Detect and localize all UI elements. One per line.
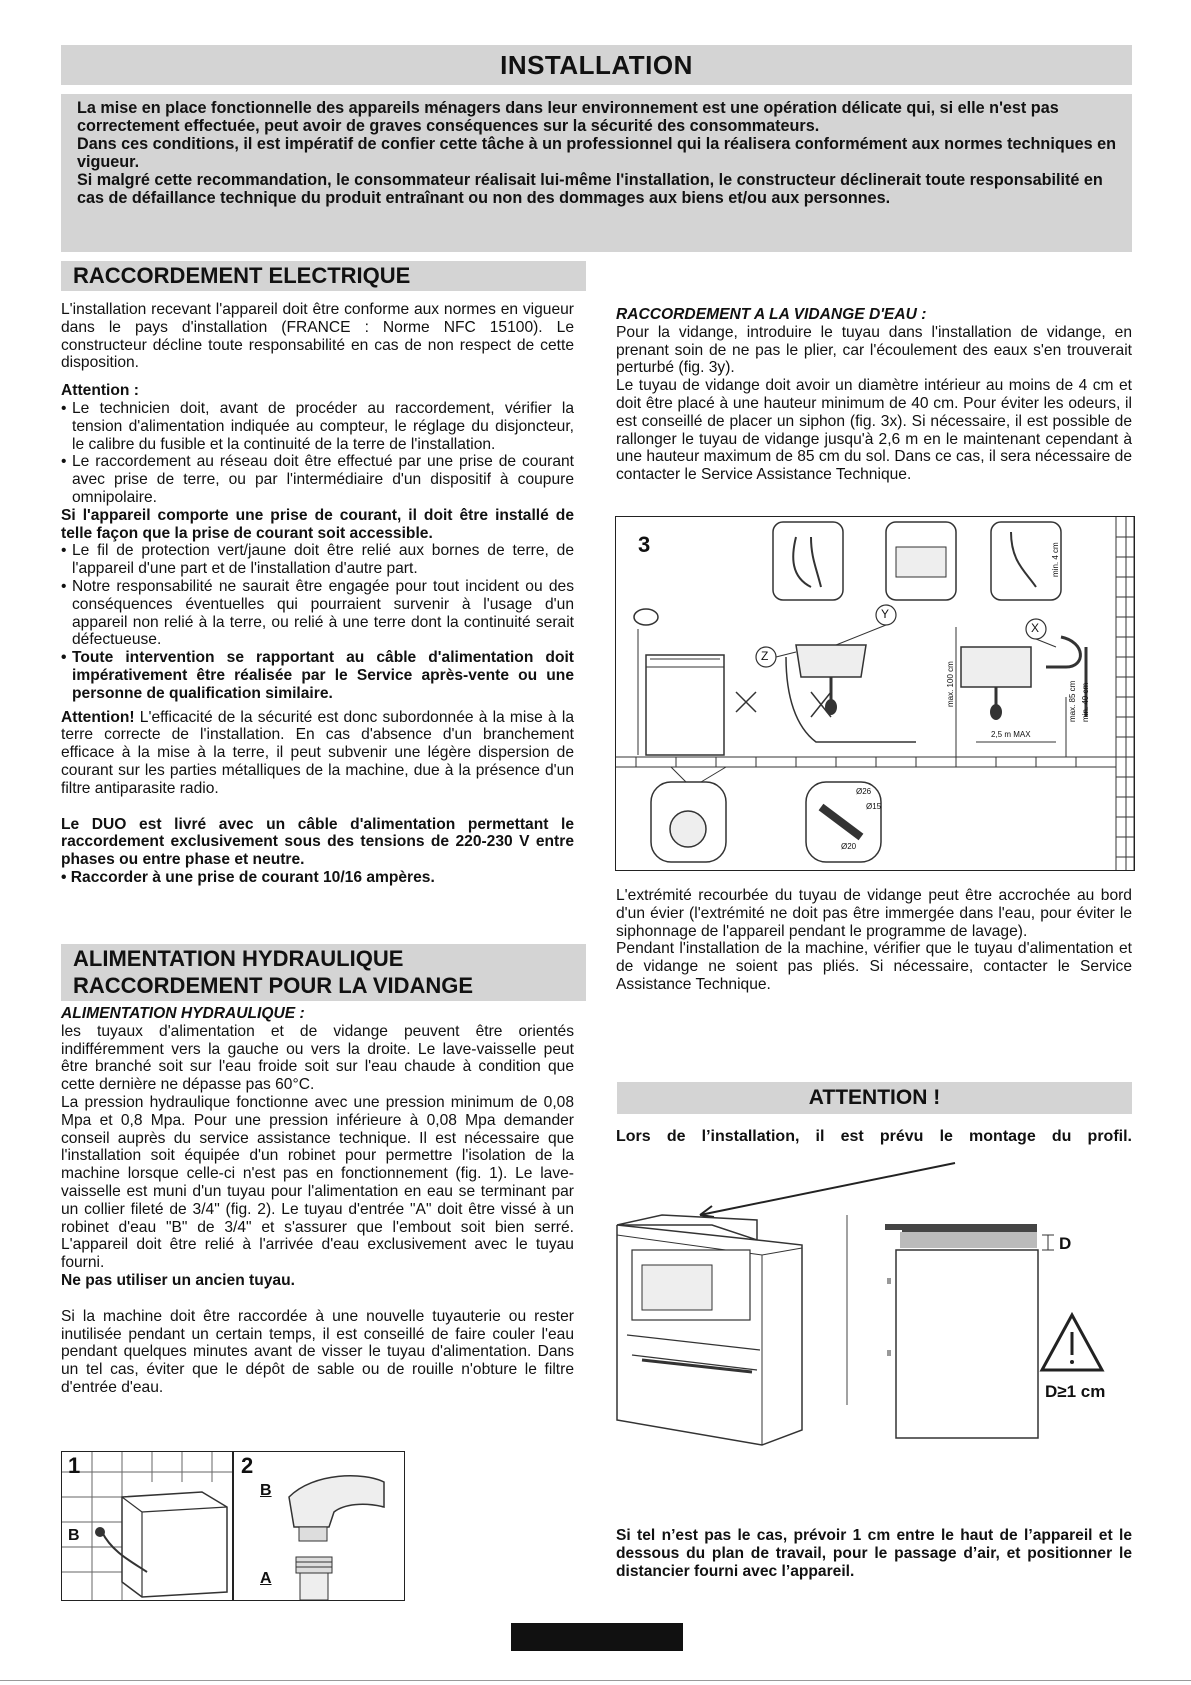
figure-3-number: 3 <box>638 532 651 557</box>
attention-heading: ATTENTION ! <box>617 1082 1132 1114</box>
hydraulic-subheading: ALIMENTATION HYDRAULIQUE : <box>61 1005 305 1022</box>
socket-rating-note: • Raccorder à une prise de courant 10/16 ampères. <box>61 868 435 886</box>
hydraulic-paragraph-2: La pression hydraulique fonctionne avec une pression minimum de 0,08 Mpa et 0,8 Mpa. Pour une pression inférieure à 0,08 Mpa demander conseil auprès du service assistance technique. Il est nécessaire que l'installation soit équipée d'un robinet pour permettre l'isolation de la machine lorsque celle-ci n'est pas en fonctionnement (fig. 1). Le lave-vaisselle est muni d'un tuyau pour l'alimentation en eau se terminant par un collier fileté de 3/4" (fig. 2). Le tuyau d'entrée "A" doit être vissé à un robinet d'eau "B" de 3/4" et s'assurer que l'embout soit bien serré. L'appareil doit être relié à l'arrivée d'eau exclusivement avec le tuyau fourni. <box>61 1093 574 1272</box>
attention-earthing-label: Attention! <box>61 708 135 726</box>
electrical-bullet-4: • Notre responsabilité ne saurait être engagée pour tout incident ou des conséquences éventuelles qui pourraient survenir à l'usage d'un appareil non relié à la terre, ou relié à une terre dont la continuité serait défectueuse. <box>61 578 574 649</box>
intro-paragraph-2: Dans ces conditions, il est impératif de confier cette tâche à un professionnel qui la réalisera conformément aux normes techniques en vigueur. <box>77 135 1116 171</box>
figure-1-drawing <box>62 1452 232 1600</box>
drainage-paragraph-4: Pendant l'installation de la machine, vérifier que le tuyau d'alimentation et de vidange ne soient pas pliés. Si nécessaire, contacter le Service Assistance Technique. <box>616 940 1132 993</box>
accessible-socket-note: Si l'appareil comporte une prise de courant, il doit être installé de telle façon que la prise de courant soit accessible. <box>61 506 574 542</box>
figure-2-label-a: A <box>260 1570 272 1587</box>
figure-3-label-z: Z <box>761 649 769 663</box>
gap-label-d: D <box>1059 1234 1072 1253</box>
section-heading-hydraulic <box>61 944 586 1001</box>
hydraulic-paragraph-3: Si la machine doit être raccordée à une nouvelle tuyauterie ou rester inutilisée pendant un certain temps, il est conseillé de faire couler l'eau pendant quelques minutes avant de visser le tuyau d'alimentation. Dans un tel cas, éviter que le dépôt de sable ou de rouille n'obture le filtre d'entrée d'eau. <box>61 1307 574 1396</box>
page-footer-bar <box>511 1623 683 1651</box>
electrical-bullet-5: • Toute intervention se rapportant au câble d'alimentation doit impérativement être réalisée par le Service après-vente ou une personne de qualification similaire. <box>61 649 574 702</box>
figure-2-label-b: B <box>260 1482 272 1499</box>
figure-3-min-40cm: min. 40 cm <box>1081 682 1090 722</box>
figure-2-number: 2 <box>241 1453 254 1478</box>
hydraulic-heading-line-2: RACCORDEMENT POUR LA VIDANGE <box>73 973 474 998</box>
figure-3-max-length: 2,5 m MAX <box>991 730 1031 739</box>
attention-label: Attention : <box>61 382 139 400</box>
drainage-section <box>616 306 1132 484</box>
intro-paragraph-3: Si malgré cette recommandation, le consommateur réalisait lui-même l'installation, le constructeur déclinerait toute responsabilité en cas de défaillance technique du produit entraînant ou non des dommages aux biens et/ou aux personnes. <box>77 171 1103 207</box>
drainage-section-2 <box>616 887 1132 994</box>
figure-3 <box>615 516 1135 871</box>
drainage-paragraph-2: Le tuyau de vidange doit avoir un diamètre intérieur au moins de 4 cm et doit être placé à une hauteur minimum de 40 cm. Pour éviter les odeurs, il est conseillé de placer un siphon (fig. 3x). Si nécessaire, il est possible de rallonger le tuyau de vidange jusqu'à 2,6 m en le maintenant cependant à une hauteur maximum de 85 cm du sol. Dans ce cas, il sera nécessaire de contacter le Service Assistance Technique. <box>616 377 1132 484</box>
figure-1-label-b: B <box>68 1527 80 1544</box>
old-hose-warning: Ne pas utiliser un ancien tuyau. <box>61 1271 295 1289</box>
figure-3-diameter-15: Ø15 <box>866 802 882 811</box>
attention-figure-drawing <box>612 1160 1137 1460</box>
attention-earthing-paragraph <box>61 709 574 798</box>
attention-figure <box>612 1160 1137 1460</box>
electrical-bullet-2: • Le raccordement au réseau doit être effectué par une prise de courant avec prise de terre, ou par l'intermédiaire d'un dispositif à coupure omnipolaire. <box>61 453 574 506</box>
duo-voltage-note: Le DUO est livré avec un câble d'alimentation permettant le raccordement exclusivement sous des tensions de 220-230 V entre phases ou entre phase et neutre. <box>61 815 574 869</box>
figure-1 <box>61 1451 233 1601</box>
electrical-intro: L'installation recevant l'appareil doit être conforme aux normes en vigueur dans le pays d'installation (FRANCE : Norme NFC 15100). Le constructeur décline toute responsabilité en cas de non respect de cette disposition. <box>61 301 574 372</box>
figure-2 <box>233 1451 405 1601</box>
figure-3-max-100cm: max. 100 cm <box>946 661 955 707</box>
figure-3-max-85cm: max. 85 cm <box>1068 680 1077 722</box>
min-gap-label: D≥1 cm <box>1045 1382 1106 1401</box>
figure-3-min-4cm: min. 4 cm <box>1051 542 1060 577</box>
profile-mounting-note: Lors de l’installation, il est prévu le montage du profil. <box>616 1128 1132 1145</box>
electrical-section <box>61 301 574 887</box>
hydraulic-section <box>61 1005 574 1397</box>
figure-3-diameter-20: Ø20 <box>841 842 857 851</box>
section-heading-electrical: RACCORDEMENT ELECTRIQUE <box>61 261 586 291</box>
drainage-paragraph-1: Pour la vidange, introduire le tuyau dans l'installation de vidange, en prenant soin de ne pas le plier, car l'écoulement des eaux s'en trouverait perturbé (fig. 3y). <box>616 323 1132 377</box>
air-gap-note: Si tel n’est pas le cas, prévoir 1 cm entre le haut de l’appareil et le dessous du plan de travail, pour le passage d’air, et positionner le distancier fourni avec l’appareil. <box>616 1527 1132 1580</box>
electrical-bullet-3: • Le fil de protection vert/jaune doit être relié aux bornes de terre, de l'appareil d'une part et de l'installation d'autre part. <box>61 542 574 578</box>
page-title: INSTALLATION <box>61 45 1132 85</box>
hydraulic-paragraph-1: les tuyaux d'alimentation et de vidange peuvent être orientés indifféremment vers la gauche ou vers la droite. Le lave-vaisselle peut être branché soit sur l'eau froide soit sur l'eau chaude à condition que cette dernière ne dépasse pas 60°C. <box>61 1022 574 1094</box>
drainage-subheading: RACCORDEMENT A LA VIDANGE D'EAU : <box>616 306 927 323</box>
figure-3-diameter-26: Ø26 <box>856 787 872 796</box>
page-bottom-rule <box>0 1680 1191 1681</box>
figure-1-number: 1 <box>68 1453 81 1478</box>
figure-3-label-y: Y <box>881 607 890 621</box>
electrical-bullet-1: • Le technicien doit, avant de procéder au raccordement, vérifier la tension d'alimentation indiquée au compteur, le réglage du disjoncteur, le calibre du fusible et la continuité de la terre de l'installation. <box>61 400 574 453</box>
intro-box <box>61 94 1132 252</box>
figure-3-label-x: X <box>1031 621 1040 635</box>
drainage-paragraph-3: L'extrémité recourbée du tuyau de vidange peut être accrochée au bord d'un évier (l'extrémité ne doit pas être immergée dans l'eau, pour éviter le siphonnage de l'appareil pendant le programme de lavage). <box>616 887 1132 940</box>
hydraulic-heading-line-1: ALIMENTATION HYDRAULIQUE <box>73 946 404 971</box>
intro-paragraph-1: La mise en place fonctionnelle des appareils ménagers dans leur environnement est une opération délicate qui, si elle n'est pas correctement effectuée, peut avoir de graves conséquences sur la sécurité des consommateurs. <box>77 99 1059 135</box>
attention-earthing-text: L'efficacité de la sécurité est donc subordonnée à la mise à la terre correcte de l'installation. En cas d'absence d'un branchement efficace à la mise à la terre, il peut subvenir une légère dispersion de courant sur les parties métalliques de la machine, due à la présence d'un filtre antiparasite radio. <box>61 708 574 797</box>
